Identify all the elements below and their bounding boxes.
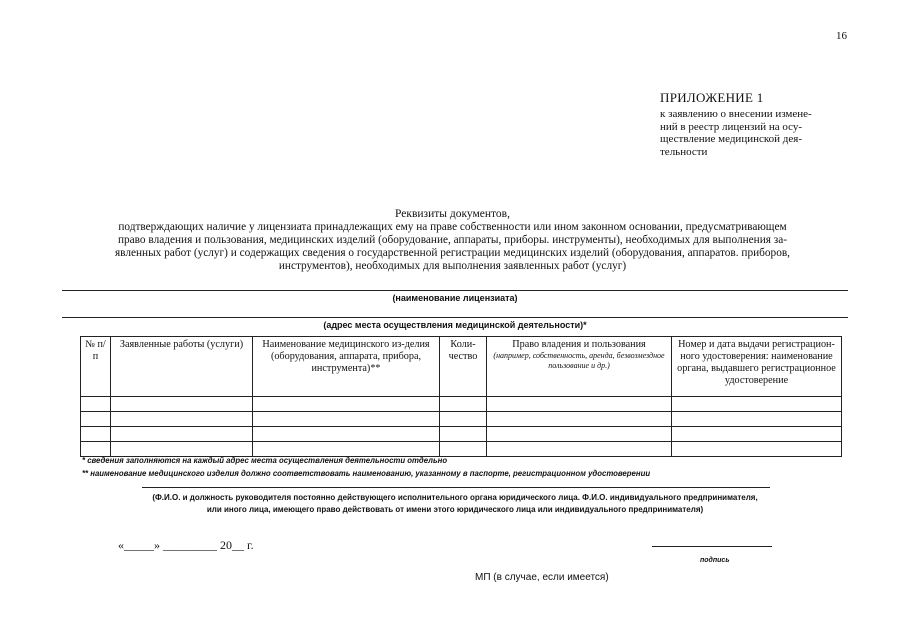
table-row [81, 397, 842, 412]
page-number: 16 [836, 30, 847, 42]
table-cell[interactable] [253, 397, 440, 412]
column-header-services: Заявленные работы (услуги) [111, 337, 253, 397]
table-cell[interactable] [81, 397, 111, 412]
table-cell[interactable] [253, 442, 440, 457]
heading-line: право владения и пользования, медицинских изделий (оборудование, аппараты, приборы. инструменты), необходимых для выполнения за- [117, 234, 788, 246]
signatory-field-line[interactable] [142, 487, 770, 488]
table-cell[interactable] [111, 397, 253, 412]
signature-caption: подпись [700, 557, 730, 564]
column-header-number: № п/п [81, 337, 111, 397]
table-cell[interactable] [253, 427, 440, 442]
table-cell[interactable] [81, 442, 111, 457]
column-header-registration: Номер и дата выдачи регистрацион-ного удостоверения: наименование органа, выдавшего регистрационное удостоверение [672, 337, 842, 397]
table-cell[interactable] [440, 412, 487, 427]
table-cell[interactable] [672, 442, 842, 457]
appendix-block [660, 90, 840, 158]
heading-line: подтверждающих наличие у лицензиата принадлежащих ему на праве собственности или ином законном основании, предусматривающем [118, 221, 787, 233]
date-field[interactable]: «_____» _________ 20__ г. [118, 538, 254, 552]
table-cell[interactable] [487, 427, 672, 442]
table-header-row [81, 337, 842, 397]
signatory-caption-2: или иного лица, имеющего право действовать от имени этого юридического лица или индивидуального предпринимателя) [206, 505, 704, 514]
table-cell[interactable] [672, 427, 842, 442]
footnote-1: * сведения заполняются на каждый адрес места осуществления деятельности отдельно [82, 456, 448, 465]
document-heading [50, 208, 855, 273]
table-cell[interactable] [81, 412, 111, 427]
footnote-2: ** наименование медицинского изделия должно соответствовать наименованию, указанному в паспорте, регистрационном удостоверении [82, 469, 651, 478]
stamp-label: МП (в случае, если имеется) [475, 572, 609, 583]
appendix-line: ний в реестр лицензий на осу- [660, 120, 803, 133]
table-row [81, 412, 842, 427]
licensee-field-line[interactable] [62, 290, 848, 291]
table-cell[interactable] [253, 412, 440, 427]
table-cell[interactable] [487, 442, 672, 457]
appendix-line: ществление медицинской дея- [660, 133, 802, 145]
ownership-label: Право владения и пользования [512, 339, 646, 350]
table-cell[interactable] [440, 397, 487, 412]
table-cell[interactable] [111, 442, 253, 457]
address-field-line[interactable] [62, 317, 848, 318]
table-cell[interactable] [487, 412, 672, 427]
appendix-subtitle [660, 108, 840, 158]
appendix-line: тельности [660, 145, 708, 158]
table-row [81, 427, 842, 442]
ownership-note: (например, собственность, аренда, безвозмездное пользование и др.) [493, 351, 665, 370]
signatory-caption-1: (Ф.И.О. и должность руководителя постоянно действующего исполнительного органа юридического лица. Ф.И.О. индивидуального предпринимателя, [152, 493, 758, 502]
table-cell[interactable] [111, 427, 253, 442]
table-row [81, 442, 842, 457]
licensee-caption: (наименование лицензиата) [392, 293, 518, 303]
address-caption: (адрес места осуществления медицинской деятельности)* [323, 320, 587, 330]
heading-line: явленных работ (услуг) и содержащих сведения о государственной регистрации медицинских изделий (оборудования, аппаратов. приборов, [114, 247, 791, 259]
table-cell[interactable] [440, 427, 487, 442]
appendix-title: ПРИЛОЖЕНИЕ 1 [660, 90, 764, 105]
table-cell[interactable] [81, 427, 111, 442]
table-cell[interactable] [672, 397, 842, 412]
heading-line: инструментов), необходимых для выполнения заявленных работ (услуг) [278, 260, 627, 272]
table-cell[interactable] [672, 412, 842, 427]
column-header-ownership [487, 337, 672, 397]
table-cell[interactable] [487, 397, 672, 412]
documents-table [80, 336, 842, 457]
column-header-device-name: Наименование медицинского из-делия (оборудования, аппарата, прибора, инструмента)** [253, 337, 440, 397]
column-header-quantity: Коли-чество [440, 337, 487, 397]
signature-line[interactable] [652, 546, 772, 547]
appendix-line: к заявлению о внесении измене- [660, 108, 812, 120]
table-cell[interactable] [111, 412, 253, 427]
table-cell[interactable] [440, 442, 487, 457]
heading-title: Реквизиты документов, [395, 208, 510, 220]
